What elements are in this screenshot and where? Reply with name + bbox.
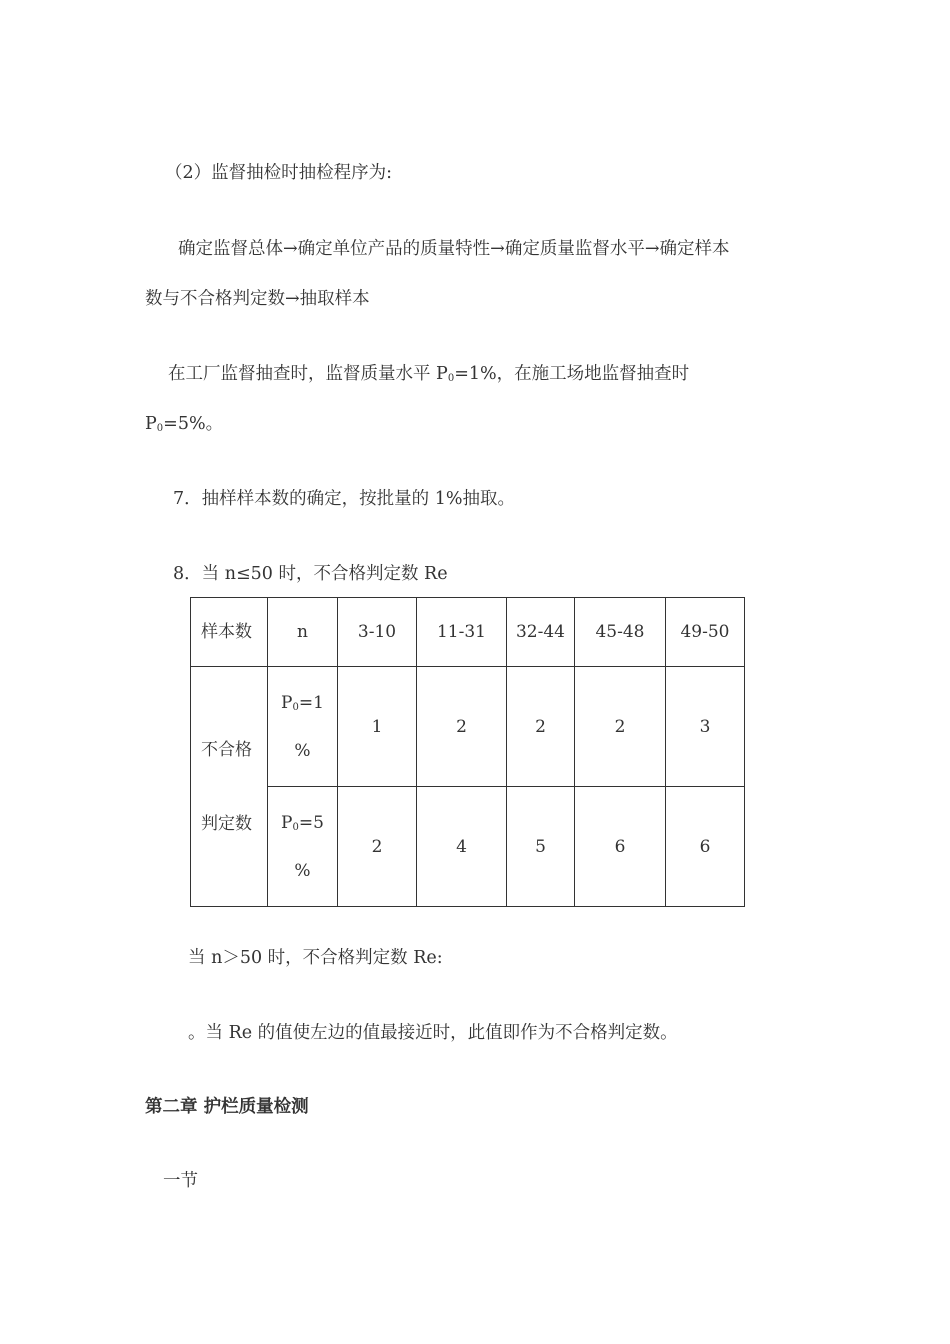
table-cell: 2 (507, 667, 575, 787)
procedure-heading: （2）监督抽检时抽检程序为: (165, 163, 393, 183)
header-range: 49-50 (666, 598, 745, 667)
table-cell: 3 (666, 667, 745, 787)
quality-text-c: P (145, 414, 157, 434)
table-cell: 6 (666, 787, 745, 907)
quality-level-line-1 (168, 362, 689, 386)
over-50-text: 当 n＞50 时，不合格判定数 Re: (188, 948, 443, 968)
table-row (191, 787, 745, 907)
row-label-reject-number (191, 667, 268, 907)
item-8: 8．当 n≤50 时，不合格判定数 Re (173, 564, 448, 584)
chapter-title: 第二章 护栏质量检测 (145, 1097, 309, 1117)
row-label-line-2: 判定数 (201, 813, 252, 834)
subscript: 0 (156, 423, 164, 434)
p-value: =1 (298, 692, 324, 713)
p-prefix: P (281, 812, 293, 833)
header-range: 11-31 (417, 598, 507, 667)
table-cell: 4 (417, 787, 507, 907)
header-range: 45-48 (575, 598, 666, 667)
procedure-line-1: 确定监督总体→确定单位产品的质量特性→确定质量监督水平→确定样本 (178, 239, 730, 259)
p-sub: 0 (292, 701, 299, 713)
table-cell: 2 (417, 667, 507, 787)
quality-level-line-2 (145, 412, 223, 436)
reject-number-table (190, 597, 745, 907)
table-cell: 2 (575, 667, 666, 787)
p-percent: % (294, 740, 311, 761)
row-label-line-1: 不合格 (201, 739, 252, 760)
p-percent: % (294, 860, 311, 881)
re-note: 。当 Re 的值使左边的值最接近时，此值即作为不合格判定数。 (188, 1023, 678, 1043)
header-range: 3-10 (338, 598, 417, 667)
table-cell: 5 (507, 787, 575, 907)
table-header-row (191, 598, 745, 667)
procedure-line-2: 数与不合格判定数→抽取样本 (145, 289, 370, 309)
quality-level-cell (268, 787, 338, 907)
header-n: n (268, 598, 338, 667)
section-title: 一节 (163, 1171, 198, 1191)
table-row (191, 667, 745, 787)
quality-level-cell (268, 667, 338, 787)
table-cell: 6 (575, 787, 666, 907)
quality-text-d: =5%。 (163, 414, 224, 434)
p-value: =5 (298, 812, 324, 833)
table-cell: 2 (338, 787, 417, 907)
header-sample-size: 样本数 (191, 598, 268, 667)
item-7: 7．抽样样本数的确定，按批量的 1%抽取。 (173, 489, 515, 509)
table-cell: 1 (338, 667, 417, 787)
header-range: 32-44 (507, 598, 575, 667)
subscript: 0 (447, 373, 455, 384)
p-prefix: P (281, 692, 293, 713)
quality-text-a: 在工厂监督抽查时，监督质量水平 P (168, 364, 448, 384)
quality-text-b: =1%，在施工场地监督抽查时 (454, 364, 690, 384)
p-sub: 0 (292, 821, 299, 833)
